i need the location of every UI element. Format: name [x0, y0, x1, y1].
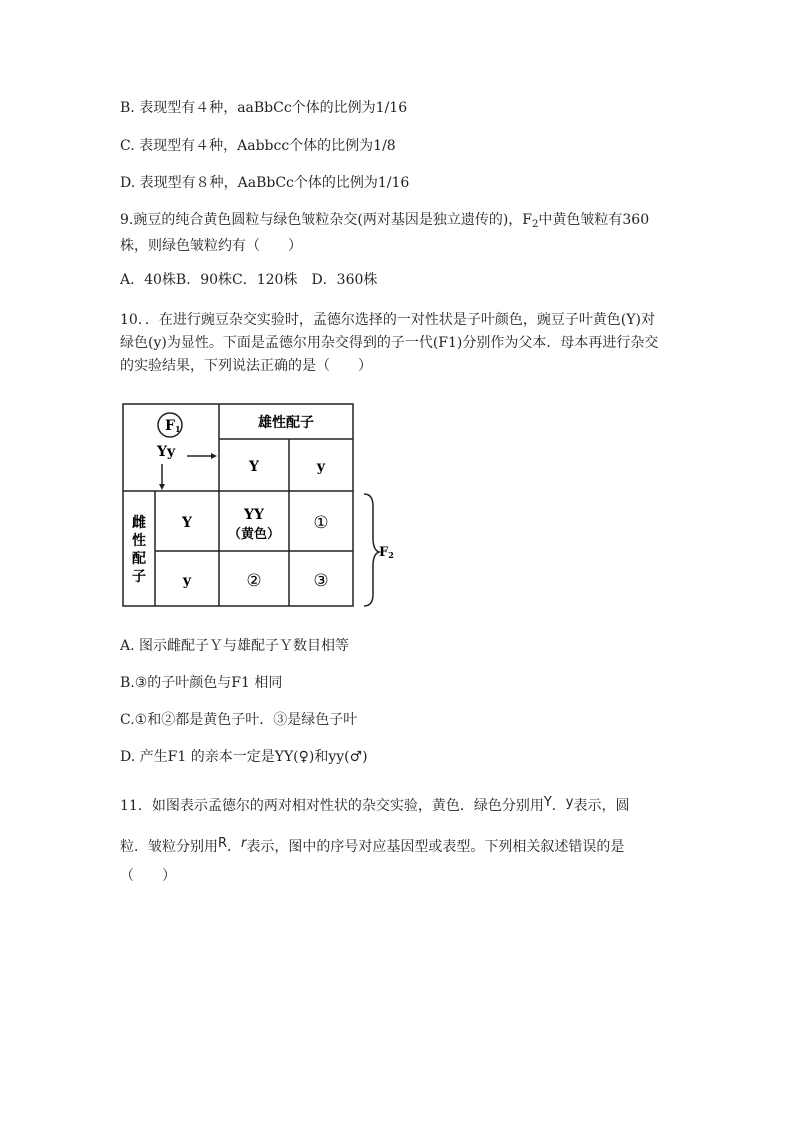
f2-brace: [364, 494, 379, 606]
var-Y: Y: [543, 795, 552, 810]
female-header-char-4: 子: [132, 569, 146, 585]
svg-text:F1: [165, 418, 181, 434]
q9-stem-post: 中黄色皱粒有360: [538, 212, 650, 228]
q11-sep-2: ．: [227, 839, 242, 855]
question-10-stem-line-1: 10．．在进行豌豆杂交实验时，孟德尔选择的一对性状是子叶颜色，豌豆子叶黄色(Y)对: [120, 312, 655, 328]
cell-3: ③: [313, 571, 329, 591]
male-gamete-Y: Y: [249, 459, 259, 475]
male-gamete-y: y: [316, 459, 326, 475]
q11-text-1a: 11．如图表示孟德尔的两对相对性状的杂交实验，黄色．绿色分别用: [120, 798, 544, 814]
question-10-stem-line-2: 绿色(y)为显性。下面是孟德尔用杂交得到的子一代(F1)分别作为父本．母本再进行杂交: [120, 335, 659, 351]
option-8d: D. 表现型有８种，AaBbCc个体的比例为1/16: [120, 175, 410, 191]
q9-stem-sub: 2: [532, 219, 539, 230]
q9-stem-pre: 9.豌豆的纯合黄色圆粒与绿色皱粒杂交(两对基因是独立遗传的)，F: [120, 212, 532, 228]
q11-text-1b: 表示，圆: [573, 798, 630, 814]
question-11-line-3: （ ）: [120, 868, 176, 884]
cell-YY: YY: [244, 507, 264, 523]
question-11-line-1: [120, 793, 629, 816]
question-10-stem-line-3: 的实验结果，下列说法正确的是（ ）: [120, 358, 372, 374]
female-header-char-3: 配: [132, 551, 146, 567]
option-10a: A. 图示雌配子Ｙ与雄配子Ｙ数目相等: [120, 638, 350, 654]
var-R: R: [218, 836, 228, 851]
svg-text:F2: [379, 545, 394, 560]
cell-1: ①: [313, 513, 329, 533]
punnett-square-diagram: [115, 398, 405, 614]
q11-sep-1: ．: [551, 798, 566, 814]
f1-sub: 1: [174, 424, 181, 434]
option-10c: C.①和②都是黄色子叶．③是绿色子叶: [120, 712, 358, 728]
f2-sub: 2: [388, 550, 394, 560]
female-header-char-2: 性: [132, 533, 146, 549]
option-10b: B.③的子叶颜色与F1 相同: [120, 675, 283, 691]
female-header-char-1: 雌: [132, 515, 146, 531]
f1-genotype: Yy: [157, 444, 176, 460]
f1-label: F: [165, 418, 175, 434]
question-11-line-2: [120, 834, 624, 857]
var-r: r: [241, 836, 247, 851]
var-y: y: [565, 795, 574, 810]
female-gamete-Y: Y: [182, 515, 192, 531]
f2-label: F: [379, 545, 389, 560]
question-9-stem-line-1: [120, 210, 649, 235]
cell-2: ②: [246, 571, 262, 591]
question-9-options: A．40株B．90株C．120株 D．360株: [120, 272, 378, 288]
option-8b: B. 表现型有４种，aaBbCc个体的比例为1/16: [120, 100, 408, 116]
cell-YY-note: （黄色）: [227, 527, 281, 542]
question-9-stem-line-2: 株，则绿色皱粒约有（ ）: [120, 238, 302, 254]
q11-text-2a: 粒．皱粒分别用: [120, 839, 218, 855]
q11-text-2b: 表示，图中的序号对应基因型或表型。下列相关叙述错误的是: [246, 839, 625, 855]
option-8c: C. 表现型有４种，Aabbcc个体的比例为1/8: [120, 138, 396, 154]
female-gamete-y: y: [182, 573, 192, 589]
male-gamete-header: 雄性配子: [258, 415, 314, 431]
option-10d: D. 产生F1 的亲本一定是YY(♀)和yy(♂): [120, 749, 368, 765]
